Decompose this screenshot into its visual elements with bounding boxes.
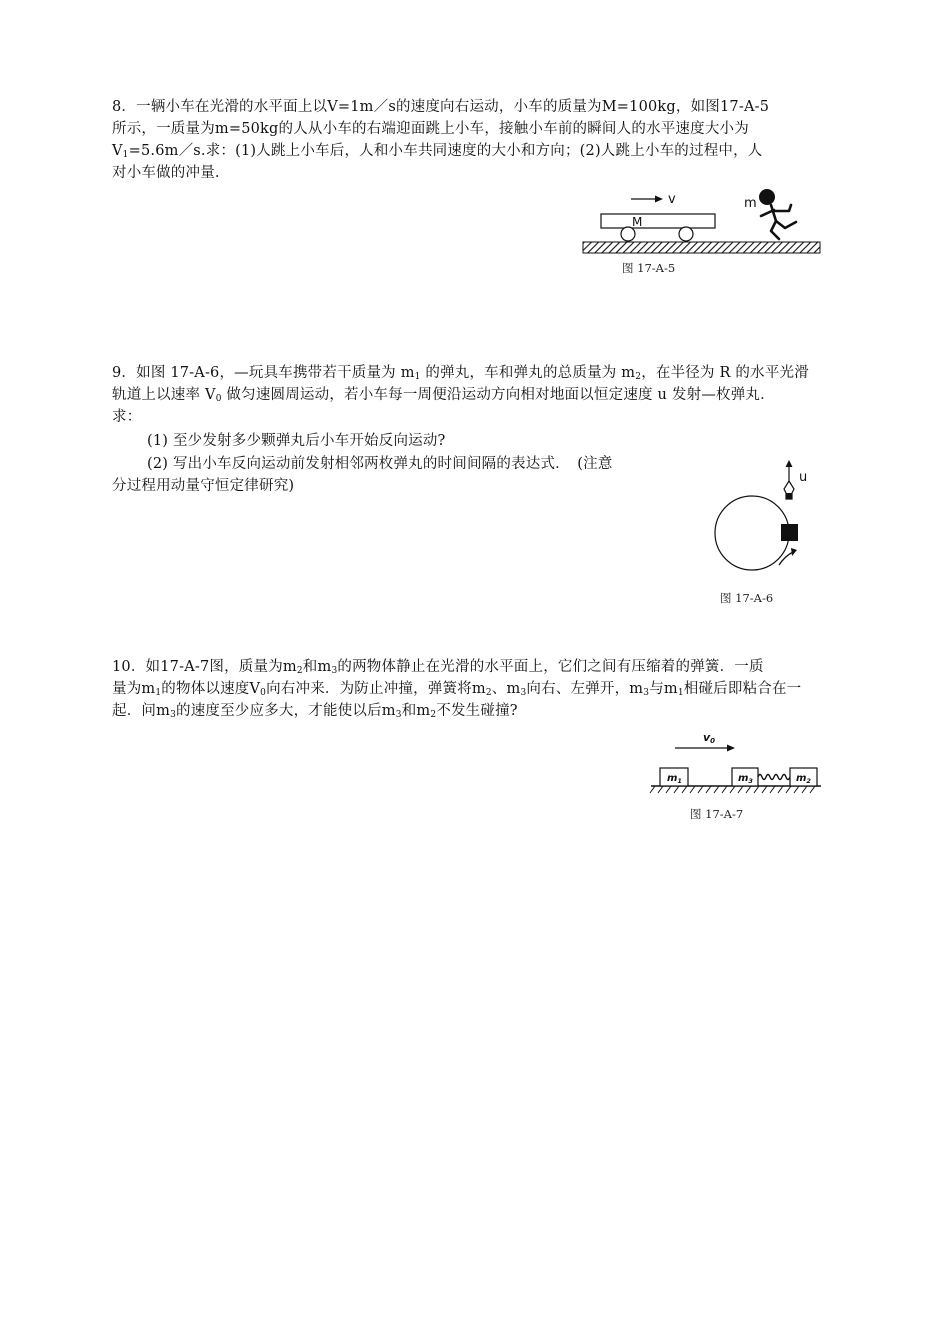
q8-line-2: 所示，一质量为m=50kg的人从小车的右端迎面跳上小车，接触小车前的瞬间人的水平速度大小为 xyxy=(112,121,749,137)
cart-mass-label: M xyxy=(632,215,643,229)
q9-line-last: 分过程用动量守恒定律研究) xyxy=(112,478,295,494)
q10-line-3: 起．问$m_3$的速度至少应多大，才能使以后$m_3$和$m_2$不发生碰撞? xyxy=(112,703,518,720)
velocity-label: v xyxy=(668,192,676,207)
projectile-velocity-label: u xyxy=(799,470,808,485)
projectile-direction-arrowhead xyxy=(786,460,793,467)
cart-wheel-right xyxy=(679,227,693,241)
figure-17-A-7-caption: 图 17-A-7 xyxy=(690,807,744,821)
cart-body xyxy=(601,214,715,228)
block-m3-label: $m_3$ xyxy=(738,773,753,785)
v0-arrowhead xyxy=(727,745,735,752)
block-m2-label: $m_2$ xyxy=(796,773,811,785)
figure-17-A-7 xyxy=(645,728,825,800)
person-mass-label: m xyxy=(744,196,757,211)
q9-line-1: 9．如图 17-A-6，—玩具车携带若干质量为 $m_1$ 的弹丸，车和弹丸的总质量为 $m_2$，在半径为 R 的水平光滑 xyxy=(112,365,809,382)
running-person-icon xyxy=(759,189,796,239)
q10-line-1: 10．如17-A-7图，质量为$m_2$和$m_3$的两物体静止在光滑的水平面上，它们之间有压缩着的弹簧．一质 xyxy=(112,659,764,676)
figure-17-A-5 xyxy=(575,180,825,260)
q8-line-1: 8．一辆小车在光滑的水平面上以V=1m／s的速度向右运动，小车的质量为M=100kg，如图17-A-5 xyxy=(112,99,770,115)
circular-track xyxy=(715,496,789,570)
projectile-base xyxy=(786,493,792,499)
block-m1-label: $m_1$ xyxy=(667,773,682,785)
q8-line-4: 对小车做的冲量. xyxy=(112,165,220,181)
cart-wheel-left xyxy=(621,227,635,241)
ground-hatch xyxy=(650,786,815,793)
q8-line-3: $V_1=5.6m/s$.求：(1)人跳上小车后，人和小车共同速度的大小和方向；(2)人跳上小车的过程中，人 xyxy=(112,143,763,160)
velocity-arrowhead xyxy=(655,196,663,203)
q10-line-2: 量为$m_1$的物体以速度$V_0$向右冲来．为防止冲撞，弹簧将$m_2$、$m_3$向右、左弹开，$m_3$与$m_1$相碰后即粘合在一 xyxy=(112,681,802,698)
figure-17-A-6-caption: 图 17-A-6 xyxy=(720,591,774,605)
figure-17-A-6 xyxy=(705,455,825,580)
q9-item-2: (2) 写出小车反向运动前发射相邻两枚弹丸的时间间隔的表达式． (注意 xyxy=(147,456,613,472)
motion-direction-arrow xyxy=(779,552,793,565)
figure-17-A-5-caption: 图 17-A-5 xyxy=(622,261,676,275)
ground-hatch xyxy=(583,242,820,253)
q9-line-2: 轨道上以速率 $V_0$ 做匀速圆周运动，若小车每一周便沿运动方向相对地面以恒定速度 u 发射—枚弹丸． xyxy=(112,387,775,404)
q9-item-1: (1) 至少发射多少颗弹丸后小车开始反向运动? xyxy=(147,433,446,449)
compressed-spring xyxy=(758,775,790,780)
toy-car xyxy=(781,524,798,541)
motion-direction-arrowhead xyxy=(791,548,797,556)
v0-label: v0 xyxy=(703,731,716,745)
q9-line-3: 求： xyxy=(112,409,142,425)
